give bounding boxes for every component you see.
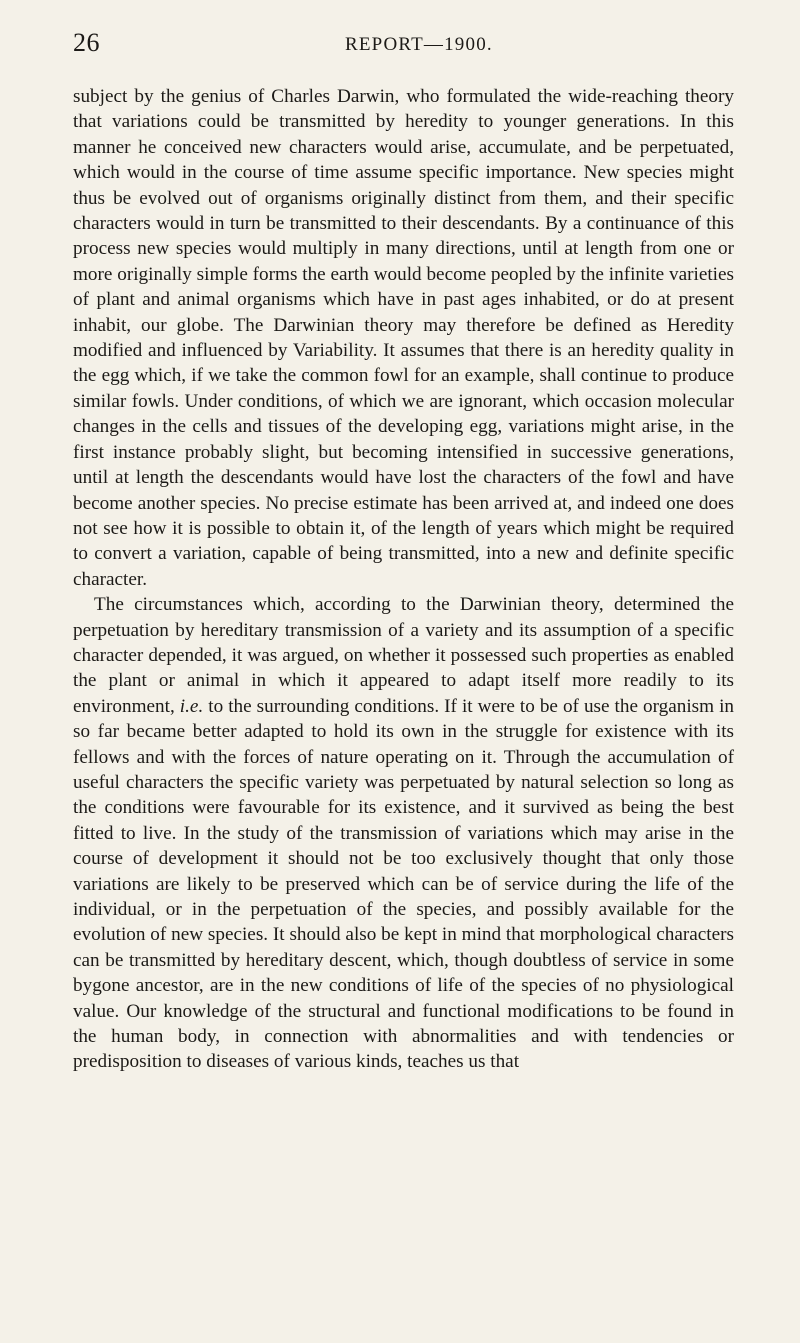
page-header: [73, 28, 733, 60]
paragraph-2-end: to the surrounding conditions. If it were to be of use the organism in so far became better adapted to hold its own in the struggle for existence with its fellows and with the forces of nature operating on it. Through the accumulation of useful characters the specific variety was perpetuated by natural selection so long as the conditions were favourable for its existence, and it survived as being the best fitted to live. In the study of the transmission of variations which may arise in the course of development it should not be too exclusively thought that only those variations are likely to be preserved which can be of service during the life of the individual, or in the perpetuation of the species, and possibly available for the evolution of new species. It should also be kept in mind that morphological characters can be transmitted by hereditary descent, which, though doubtless of service in some bygone ancestor, are in the new conditions of life of the species of no physiological value. Our knowledge of the structural and functional modifications to be found in the human body, in connection with abnormalities and with tendencies or predisposition to diseases of various kinds, teaches us that: [73, 695, 734, 1073]
body-text: [73, 84, 734, 1075]
running-head: REPORT—1900.: [345, 34, 493, 55]
paragraph-2-start: The circumstances which, according to the Darwinian theory, determined the perpetuation by hereditary transmission of a variety and its assumption of a specific character depended, it was argued, on whether it possessed such properties as enabled the plant or animal in which it appeared to adapt itself more readily to its environment,: [73, 594, 734, 717]
paragraph-2-italic: i.e.: [179, 695, 204, 717]
page-number: 26: [73, 28, 100, 57]
paragraph-2: [73, 592, 734, 1075]
paragraph-1: subject by the genius of Charles Darwin, who formulated the wide-reaching theory that variations could be transmitted by heredity to younger generations. In this manner he conceived new characters would arise, accumulate, and be perpetuated, which would in the course of time assume specific importance. New species might thus be evolved out of organisms originally distinct from them, and their specific characters would in turn be transmitted to their descendants. By a continuance of this process new species would multiply in many directions, until at length from one or more originally simple forms the earth would become peopled by the infinite varieties of plant and animal organisms which have in past ages inhabited, or do at present inhabit, our globe. The Darwinian theory may therefore be defined as Heredity modified and influenced by Variability. It assumes that there is an heredity quality in the egg which, if we take the common fowl for an example, shall continue to produce similar fowls. Under conditions, of which we are ignorant, which occasion molecular changes in the cells and tissues of the developing egg, variations might arise, in the first instance probably slight, but becoming intensified in successive generations, until at length the descendants would have lost the characters of the fowl and have become another species. No precise estimate has been arrived at, and indeed one does not see how it is possible to obtain it, of the length of years which might be required to convert a variation, capable of being transmitted, into a new and definite specific character.: [73, 86, 734, 590]
